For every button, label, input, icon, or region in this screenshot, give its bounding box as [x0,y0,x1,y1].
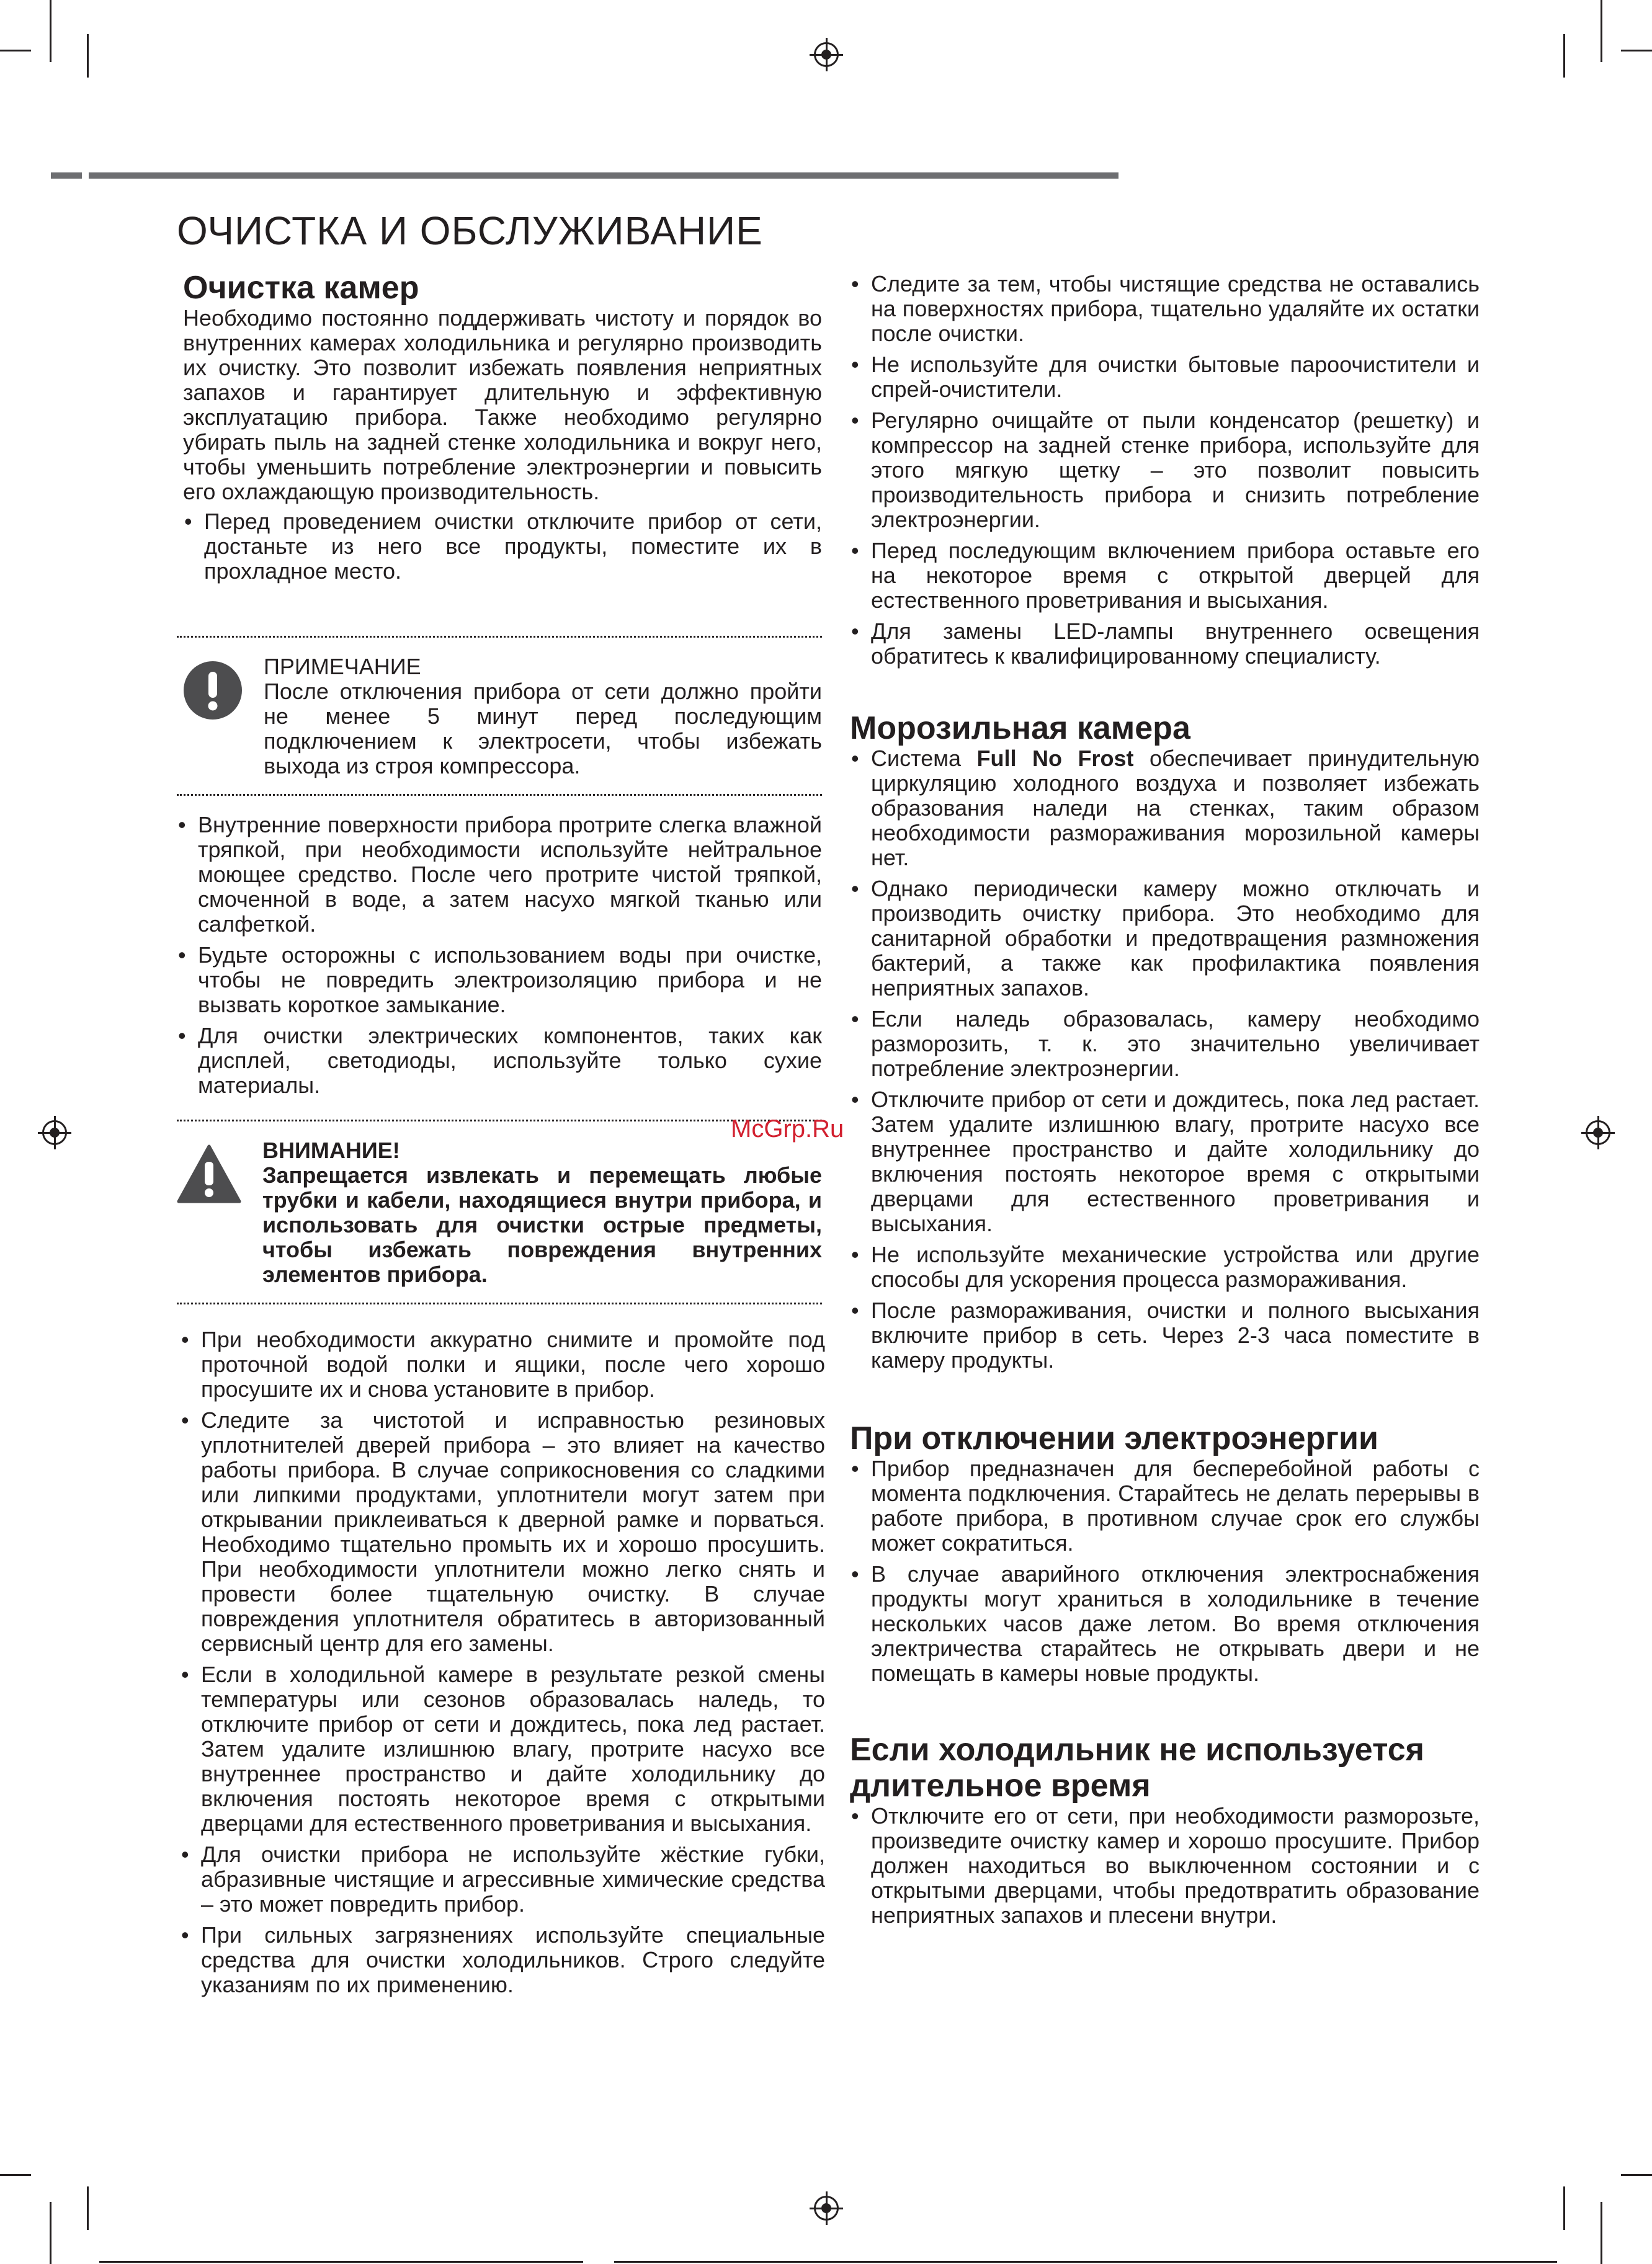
crop-mark [0,50,31,51]
list-item: • Прибор предназначен для бесперебойной работы с момента подключения. Старайтесь не делать перерывы в работе прибора, в противном случае срок его службы может сократиться. [850,1456,1480,1556]
list-item-text: обеспечивает принудительную циркуляцию холодного воздуха и позволяет избежать образования наледи на стенках, таким образом необходимости размораживания морозильной камеры нет. [871,746,1480,870]
bullet-list [177,813,822,1098]
bullet-list [850,1456,1480,1686]
section-heading-power-off: При отключении электроэнергии [850,1420,1378,1456]
left-column-bottom [180,1327,825,2003]
power-off-section [850,1420,1480,1692]
right-column [850,272,1480,675]
list-item: • Однако периодически камеру можно отключать и производить очистку прибора. Это необходимо для санитарной обработки и предотвращения размножения бактерий, а также как профилактика появления неприятных запахов. [850,876,1480,1001]
crop-mark [0,2174,31,2176]
exclamation-circle-icon [183,661,245,778]
section-heading-chamber-cleaning: Очистка камер [183,270,419,306]
list-item: • При необходимости аккуратно снимите и промойте под проточной водой полки и ящики, после чего хорошо просушите их и снова установите в прибор. [180,1327,825,1402]
warning-triangle-icon [177,1144,243,1287]
divider [177,794,822,796]
crop-mark [1621,2174,1652,2176]
watermark: McGrp.Ru [731,1115,844,1143]
divider [177,636,822,638]
list-item: • Для очистки прибора не используйте жёсткие губки, абразивные чистящие и агрессивные химические средства – это может повредить прибор. [180,1842,825,1917]
header-bar-accent [51,172,82,179]
registration-mark-icon [814,2196,839,2221]
crop-mark [1601,0,1602,62]
divider [177,1303,822,1304]
note-box [183,654,822,778]
list-item: • Следите за чистотой и исправностью резиновых уплотнителей дверей прибора – это влияет на качество работы прибора. В случае соприкосновения со сладкими или липкими продуктами, уплотнители могут затем при открывании приклеиваться к дверной рамке и порваться. Необходимо тщательно промыть их и хорошо просушить. При необходимости уплотнители можно легко снять и провести более тщательную очистку. В случае повреждения уплотнителя обратитесь в авторизованный сервисный центр для его замены. [180,1408,825,1656]
registration-mark-icon [42,1120,67,1145]
note-title: ПРИМЕЧАНИЕ [264,654,421,679]
crop-mark [87,34,89,78]
bottom-rule [99,2261,583,2263]
crop-mark [1563,2186,1565,2230]
warning-box [177,1138,822,1287]
bullet-list [180,1327,825,1997]
note-text: После отключения прибора от сети должно пройти не менее 5 минут перед последующим подключением к электросети, чтобы избежать выхода из строя компрессора. [264,679,822,778]
warning-title: ВНИМАНИЕ! [262,1138,400,1163]
list-item: • Регулярно очищайте от пыли конденсатор (решетку) и компрессор на задней стенке прибора, используйте для этого мягкую щетку – это позволит повысить производительность прибора и снизить потребление электроэнергии. [850,408,1480,532]
bottom-rule [614,2261,1557,2263]
header-bar [89,172,1118,179]
crop-mark [1601,2202,1602,2264]
freezer-section [850,710,1480,1379]
list-item: • Отключите его от сети, при необходимости разморозьте, произведите очистку камер и хорошо просушите. Прибор должен находиться во выключенном состоянии и с открытыми дверцами, чтобы предотвратить образование неприятных запахов и плесени внутри. [850,1804,1480,1928]
list-item: • Следите за тем, чтобы чистящие средства не оставались на поверхностях прибора, тщательно удаляйте их остатки после очистки. [850,272,1480,346]
list-item: • В случае аварийного отключения электроснабжения продукты могут храниться в холодильнике в течение нескольких часов даже летом. Во время отключения электричества старайтесь не открывать двери и не помещать в камеры новые продукты. [850,1562,1480,1686]
crop-mark [50,2202,51,2264]
crop-mark [87,2186,89,2230]
bullet-list [850,272,1480,669]
list-item-text: Система [871,746,977,771]
left-column-continued [177,813,822,1104]
list-item: • Для замены LED-лампы внутреннего освещения обратитесь к квалифицированному специалисту. [850,619,1480,669]
intro-paragraph: Необходимо постоянно поддерживать чистоту и порядок во внутренних камерах холодильника и регулярно производить их очистку. Это позволит избежать появления неприятных запахов и гарантирует длительную и эффективную эксплуатацию прибора. Также необходимо регулярно убирать пыль на задней стенке холодильника и вокруг него, чтобы уменьшить потребление электроэнергии и повысить его охлаждающую производительность. [183,305,822,504]
heading-line: Если холодильник не используется [850,1732,1424,1768]
list-item: • Внутренние поверхности прибора протрите слегка влажной тряпкой, при необходимости используйте нейтральное моющее средство. После чего протрите чистой тряпкой, смоченной в воде, а затем насухо мягкой тканью или салфеткой. [177,813,822,937]
list-item: • Если наледь образовалась, камеру необходимо разморозить, т. к. это значительно увеличивает потребление электроэнергии. [850,1007,1480,1081]
registration-mark-icon [814,42,839,67]
left-column [183,270,822,590]
list-item [850,746,1480,870]
page-title: ОЧИСТКА И ОБСЛУЖИВАНИЕ [177,208,763,253]
bullet-list [850,1804,1480,1928]
section-heading-unused [850,1732,1480,1804]
list-item: • Отключите прибор от сети и дождитесь, пока лед растает. Затем удалите излишнюю влагу, протрите насухо все внутреннее пространство и дайте холодильнику до включения постоять некоторое время с открытыми дверцами для естественного проветривания и высыхания. [850,1087,1480,1236]
section-heading-freezer: Морозильная камера [850,710,1190,746]
crop-mark [1621,50,1652,51]
unused-section [850,1732,1480,1934]
bullet-list [850,746,1480,1373]
list-item: • Перед проведением очистки отключите прибор от сети, достаньте из него все продукты, поместите их в прохладное место. [183,509,822,584]
list-item: • Если в холодильной камере в результате резкой смены температуры или сезонов образовалась наледь, то отключите прибор от сети и дождитесь, пока лед растает. Затем удалите излишнюю влагу, протрите насухо все внутреннее пространство и дайте холодильнику до включения постоять некоторое время с открытыми дверцами для естественного проветривания и высыхания. [180,1662,825,1836]
list-item: • После размораживания, очистки и полного высыхания включите прибор в сеть. Через 2-3 часа поместите в камеру продукты. [850,1298,1480,1373]
registration-mark-icon [1586,1120,1610,1145]
list-item: • Будьте осторожны с использованием воды при очистке, чтобы не повредить электроизоляцию прибора и не вызвать короткое замыкание. [177,943,822,1017]
list-item: • При сильных загрязнениях используйте специальные средства для очистки холодильников. Строго следуйте указаниям по их применению. [180,1923,825,1997]
heading-line: длительное время [850,1768,1151,1804]
warning-text: Запрещается извлекать и перемещать любые трубки и кабели, находящиеся внутри прибора, и использовать для очистки острые предметы, чтобы избежать повреждения внутренних элементов прибора. [262,1162,822,1287]
crop-mark [1563,34,1565,78]
bullet-list [183,509,822,584]
list-item: • Не используйте механические устройства или другие способы для ускорения процесса размораживания. [850,1242,1480,1292]
divider [177,1120,822,1121]
full-no-frost-label: Full No Frost [976,746,1134,771]
list-item: • Для очистки электрических компонентов, таких как дисплей, светодиоды, используйте только сухие материалы. [177,1023,822,1098]
crop-mark [50,0,51,62]
list-item: • Не используйте для очистки бытовые пароочистители и спрей-очистители. [850,352,1480,402]
list-item: • Перед последующим включением прибора оставьте его на некоторое время с открытой дверцей для естественного проветривания и высыхания. [850,538,1480,613]
